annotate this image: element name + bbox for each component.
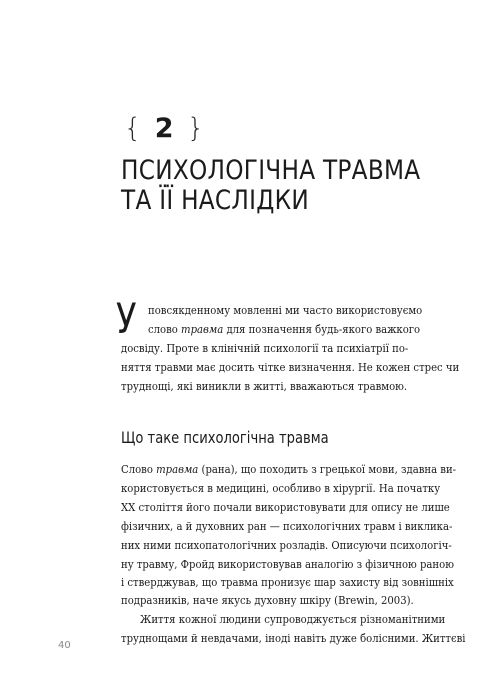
chapter-title	[121, 156, 420, 216]
text-line: труднощами й невдачами, іноді навіть дуже болісними. Життєві	[121, 632, 466, 645]
brace-close: }	[187, 113, 206, 144]
chapter-title-line: ТА ЇЇ НАСЛІДКИ	[121, 185, 310, 216]
text-line: Слово травма (рана), що походить з грецької мови, здавна ви-	[121, 463, 457, 476]
page-number: 40	[58, 640, 71, 651]
text-line: Життя кожної людини супроводжується різноманітними	[140, 613, 446, 626]
text-line: досвіду. Проте в клінічній психології та психіатрії по-	[121, 342, 409, 355]
text-line: няття травми має досить чітке визначення. Не кожен стрес чи	[121, 361, 460, 374]
text-line: ну травму, Фройд використовував аналогію з фізичною раною	[121, 558, 454, 571]
text-line: і стверджував, що травма пронизує шар захисту від зовнішніх	[121, 576, 454, 589]
text-line: них ними психопатологічних розладів. Описуючи психологіч-	[121, 539, 452, 552]
section-heading: Що таке психологічна травма	[121, 428, 329, 447]
chapter-title-line: ПСИХОЛОГІЧНА ТРАВМА	[121, 155, 421, 186]
drop-cap: У	[116, 294, 137, 343]
text-line: XX століття його почали використовувати для опису не лише	[121, 501, 450, 514]
brace-open: {	[124, 113, 143, 144]
text-line: користовується в медицині, особливо в хірургії. На початку	[121, 482, 441, 495]
text-line: слово травма для позначення будь-якого важкого	[148, 323, 421, 336]
chapter-number	[124, 112, 205, 146]
text-line: фізичних, а й духовних ран — психологічних травм і виклика-	[121, 520, 453, 533]
text-line: труднощі, які виникли в житті, вважаються травмою.	[121, 380, 408, 393]
text-line: повсякденному мовленні ми часто використовуємо	[148, 304, 423, 317]
chapter-number-digit: 2	[154, 113, 175, 144]
text-line: подразників, наче якусь духовну шкіру (Brewin, 2003).	[121, 594, 414, 607]
